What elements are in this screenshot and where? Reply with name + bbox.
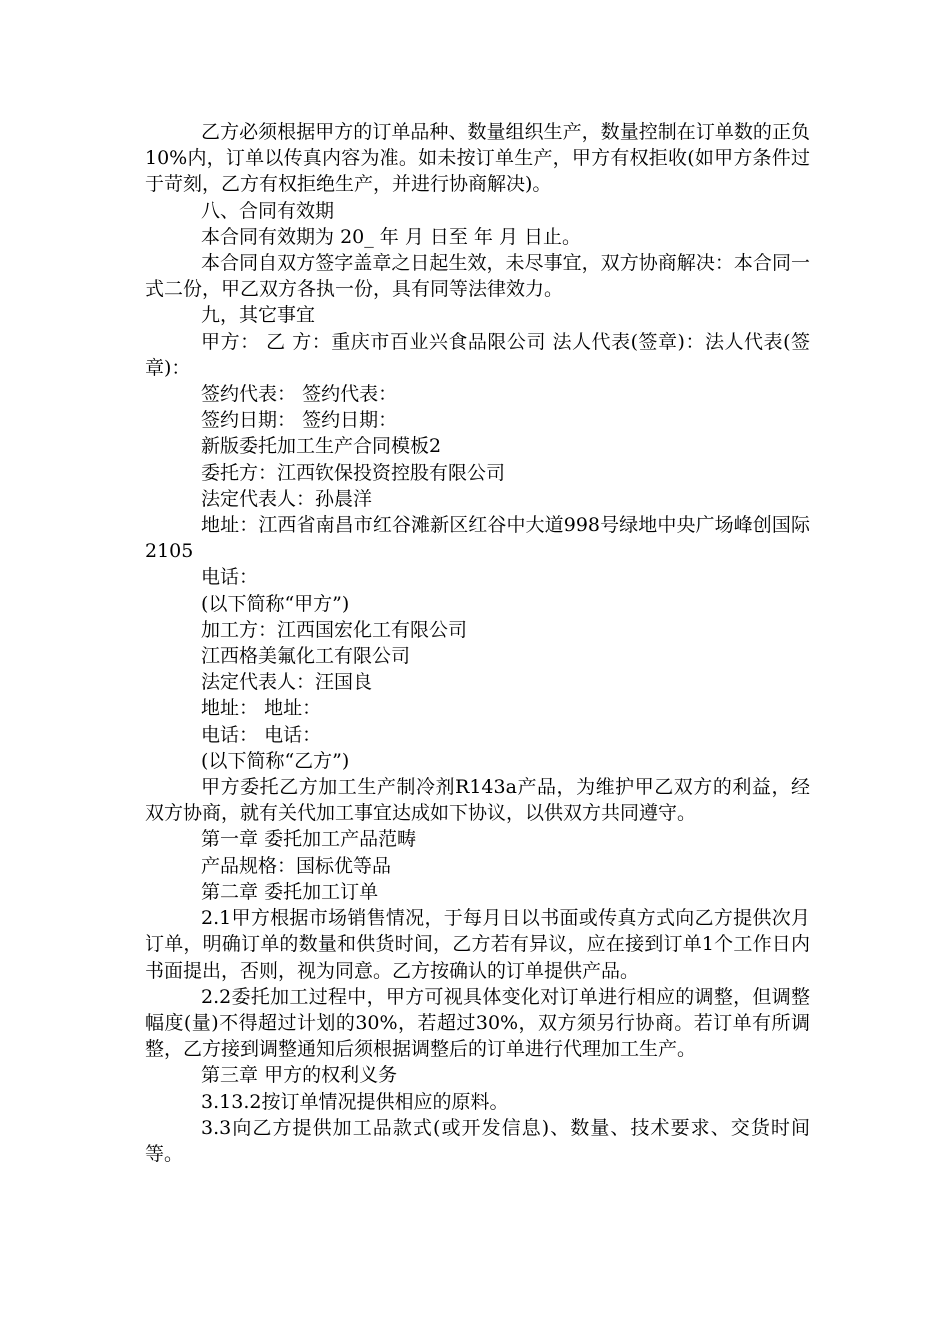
paragraph-production-requirement: 乙方必须根据甲方的订单品种、数量组织生产，数量控制在订单数的正负10%内，订单以传真内容为准。如未按订单生产，甲方有权拒收(如甲方条件过于苛刻，乙方有权拒绝生产，并进行协商解决)。	[145, 121, 810, 196]
processor-phone: 电话： 电话：	[201, 723, 322, 746]
principal-short-name: (以下简称“甲方”)	[201, 592, 350, 615]
agreement-purpose: 甲方委托乙方加工生产制冷剂R143a产品，为维护甲乙双方的利益，经双方协商，就有关代加工事宜达成如下协议，以供双方共同遵守。	[145, 776, 810, 825]
principal-phone: 电话：	[201, 566, 259, 589]
processor-short-name: (以下简称“乙方”)	[201, 749, 350, 772]
clause-2-1: 2.1甲方根据市场销售情况，于每月日以书面或传真方式向乙方提供次月订单，明确订单的数量和供货时间，乙方若有异议，应在接到订单1个工作日内书面提出，否则，视为同意。乙方按确认的订单提供产品。	[145, 907, 810, 982]
paragraph-effective-date: 本合同自双方签字盖章之日起生效，未尽事宜，双方协商解决：本合同一式二份，甲乙双方各执一份，具有同等法律效力。	[145, 252, 810, 301]
processor-legal-representative: 法定代表人：汪国良	[201, 671, 373, 694]
product-specification: 产品规格：国标优等品	[201, 854, 392, 877]
clause-3-3: 3.3向乙方提供加工品款式(或开发信息)、数量、技术要求、交货时间等。	[145, 1116, 810, 1165]
paragraph-validity-period: 本合同有效期为 20_ 年 月 日至 年 月 日止。	[201, 225, 582, 248]
processor-party: 加工方：江西国宏化工有限公司	[201, 618, 468, 641]
processor-party-second: 江西格美氟化工有限公司	[201, 645, 411, 668]
heading-other-matters: 九，其它事宜	[201, 304, 316, 327]
principal-party: 委托方：江西钦保投资控股有限公司	[201, 461, 506, 484]
clause-3-1-3-2: 3.13.2按订单情况提供相应的原料。	[201, 1090, 509, 1113]
template-title: 新版委托加工生产合同模板2	[201, 435, 442, 458]
signature-representative-line: 签约代表： 签约代表：	[201, 383, 398, 406]
chapter-three-heading: 第三章 甲方的权利义务	[201, 1064, 398, 1087]
principal-legal-representative: 法定代表人：孙晨洋	[201, 487, 373, 510]
signature-parties-line: 甲方： 乙 方：重庆市百业兴食品限公司 法人代表(签章)：法人代表(签章)：	[145, 330, 810, 379]
chapter-one-heading: 第一章 委托加工产品范畴	[201, 828, 417, 851]
document-body	[145, 119, 810, 1167]
signature-date-line: 签约日期： 签约日期：	[201, 409, 398, 432]
heading-contract-validity: 八、合同有效期	[201, 199, 335, 222]
principal-address: 地址：江西省南昌市红谷滩新区红谷中大道998号绿地中央广场峰创国际2105	[145, 514, 810, 563]
chapter-two-heading: 第二章 委托加工订单	[201, 880, 379, 903]
processor-address: 地址： 地址：	[201, 697, 322, 720]
clause-2-2: 2.2委托加工过程中，甲方可视具体变化对订单进行相应的调整，但调整幅度(量)不得超过计划的30%，若超过30%，双方须另行协商。若订单有所调整，乙方接到调整通知后须根据调整后的订单进行代理加工生产。	[145, 985, 810, 1061]
